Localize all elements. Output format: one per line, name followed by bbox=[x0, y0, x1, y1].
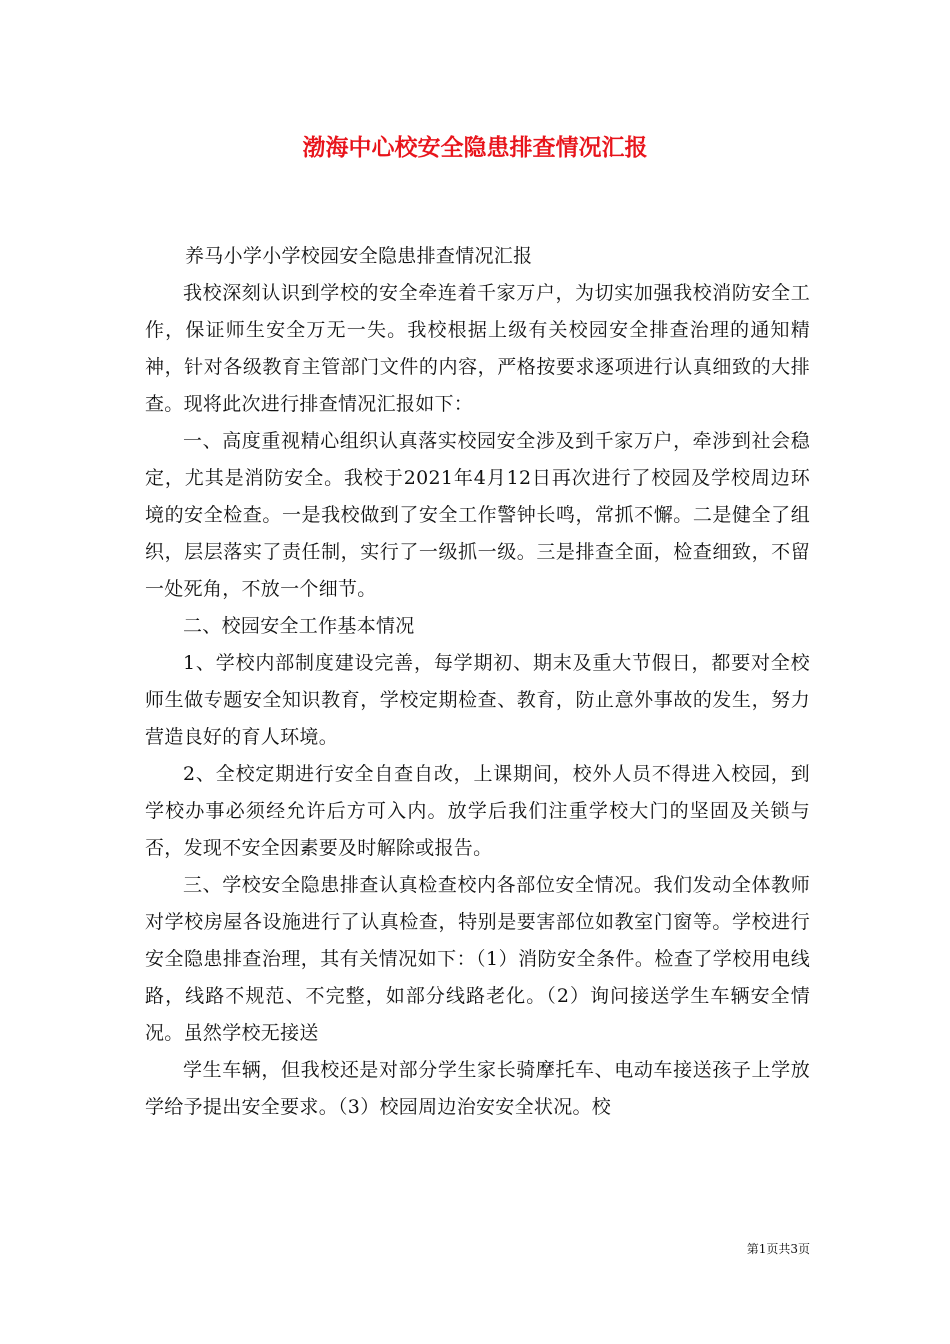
paragraph-section-2-heading: 二、校园安全工作基本情况 bbox=[183, 615, 415, 637]
paragraph-item-1: 1、学校内部制度建设完善，每学期初、期末及重大节假日，都要对全校师生做专题安全知识教育，学校定期检查、教育，防止意外事故的发生，努力营造良好的育人环境。 bbox=[145, 652, 810, 748]
paragraph-item-2: 2、全校定期进行安全自查自改，上课期间，校外人员不得进入校园，到学校办事必须经允许后方可入内。放学后我们注重学校大门的坚固及关锁与否，发现不安全因素要及时解除或报告。 bbox=[145, 763, 810, 859]
paragraph-intro: 我校深刻认识到学校的安全牵连着千家万户，为切实加强我校消防安全工作，保证师生安全万无一失。我校根据上级有关校园安全排查治理的通知精神，针对各级教育主管部门文件的内容，严格按要求逐项进行认真细致的大排查。现将此次进行排查情况汇报如下： bbox=[145, 282, 810, 415]
paragraph-section-3: 三、学校安全隐患排查认真检查校内各部位安全情况。我们发动全体教师对学校房屋各设施进行了认真检查，特别是要害部位如教室门窗等。学校进行安全隐患排查治理，其有关情况如下：（1）消防安全条件。检查了学校用电线路，线路不规范、不完整，如部分线路老化。（2）询问接送学生车辆安全情况。虽然学校无接送 bbox=[145, 874, 810, 1044]
document-title: 渤海中心校安全隐患排查情况汇报 bbox=[302, 134, 648, 161]
document-body bbox=[145, 238, 810, 1126]
paragraph-continued: 学生车辆，但我校还是对部分学生家长骑摩托车、电动车接送孩子上学放学给予提出安全要求。（3）校园周边治安安全状况。校 bbox=[145, 1059, 810, 1118]
document-subtitle: 养马小学小学校园安全隐患排查情况汇报 bbox=[185, 245, 533, 267]
page-number: 第1页共3页 bbox=[746, 1242, 810, 1256]
paragraph-section-1: 一、高度重视精心组织认真落实校园安全涉及到千家万户，牵涉到社会稳定，尤其是消防安全。我校于2021年4月12日再次进行了校园及学校周边环境的安全检查。一是我校做到了安全工作警钟长鸣，常抓不懈。二是健全了组织，层层落实了责任制，实行了一级抓一级。三是排查全面，检查细致，不留一处死角，不放一个细节。 bbox=[145, 430, 810, 600]
